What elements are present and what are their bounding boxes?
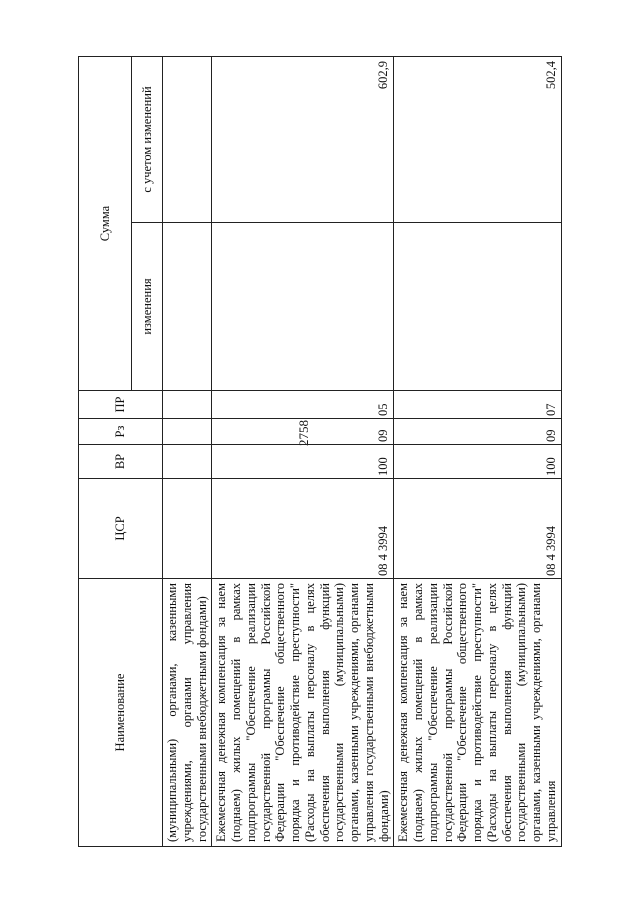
row-total: 502,4 (394, 57, 561, 223)
row-vr (163, 445, 212, 479)
budget-table-page (78, 57, 573, 847)
header-total: с учетом изменений (132, 57, 163, 223)
row-change (212, 223, 394, 391)
row-change (394, 223, 561, 391)
row-name: (муниципальными) органами, казенными учреждениями, органами управления государственными внебюджетными фондами) (163, 579, 212, 847)
header-name: Наименование (79, 579, 163, 847)
header-change: изменения (132, 223, 163, 391)
row-change (163, 223, 212, 391)
row-csr: 08 4 3994 (212, 479, 394, 579)
row-pr: 05 (212, 391, 394, 419)
page-number: 2758 (296, 420, 311, 446)
row-pr (163, 391, 212, 419)
header-vr: ВР (79, 445, 163, 479)
header-sum: Сумма (79, 57, 132, 391)
row-csr: 08 4 3994 (394, 479, 561, 579)
row-csr (163, 479, 212, 579)
budget-table (78, 56, 562, 847)
header-csr: ЦСР (79, 479, 163, 579)
row-rz: 09 (212, 419, 394, 445)
row-vr: 100 (212, 445, 394, 479)
row-total (163, 57, 212, 223)
row-rz: 09 (394, 419, 561, 445)
row-rz (163, 419, 212, 445)
header-pr: ПР (79, 391, 163, 419)
row-pr: 07 (394, 391, 561, 419)
row-total: 602,9 (212, 57, 394, 223)
row-vr: 100 (394, 445, 561, 479)
header-rz: Рз (79, 419, 163, 445)
table-row (212, 57, 394, 847)
row-name: Ежемесячная денежная компенсация за наем (поднаем) жилых помещений в рамках подпрограммы "Обеспечение реализации государственной программы Российской Федерации "Обеспечение общественного порядка и противодействие преступности" (Расходы на выплаты персоналу в целях обеспечения выполнения функций государственными (муниципальными) органами, казенными учреждениями, органами управления государственными внебюджетными фондами) (212, 579, 394, 847)
row-name: Ежемесячная денежная компенсация за наем (поднаем) жилых помещений в рамках подпрограммы "Обеспечение реализации государственной программы Российской Федерации "Обеспечение общественного порядка и противодействие преступности" (Расходы на выплаты персоналу в целях обеспечения выполнения функций государственными (муниципальными) органами, казенными учреждениями, органами управления (394, 579, 561, 847)
table-row (163, 57, 212, 847)
table-row (394, 57, 561, 847)
